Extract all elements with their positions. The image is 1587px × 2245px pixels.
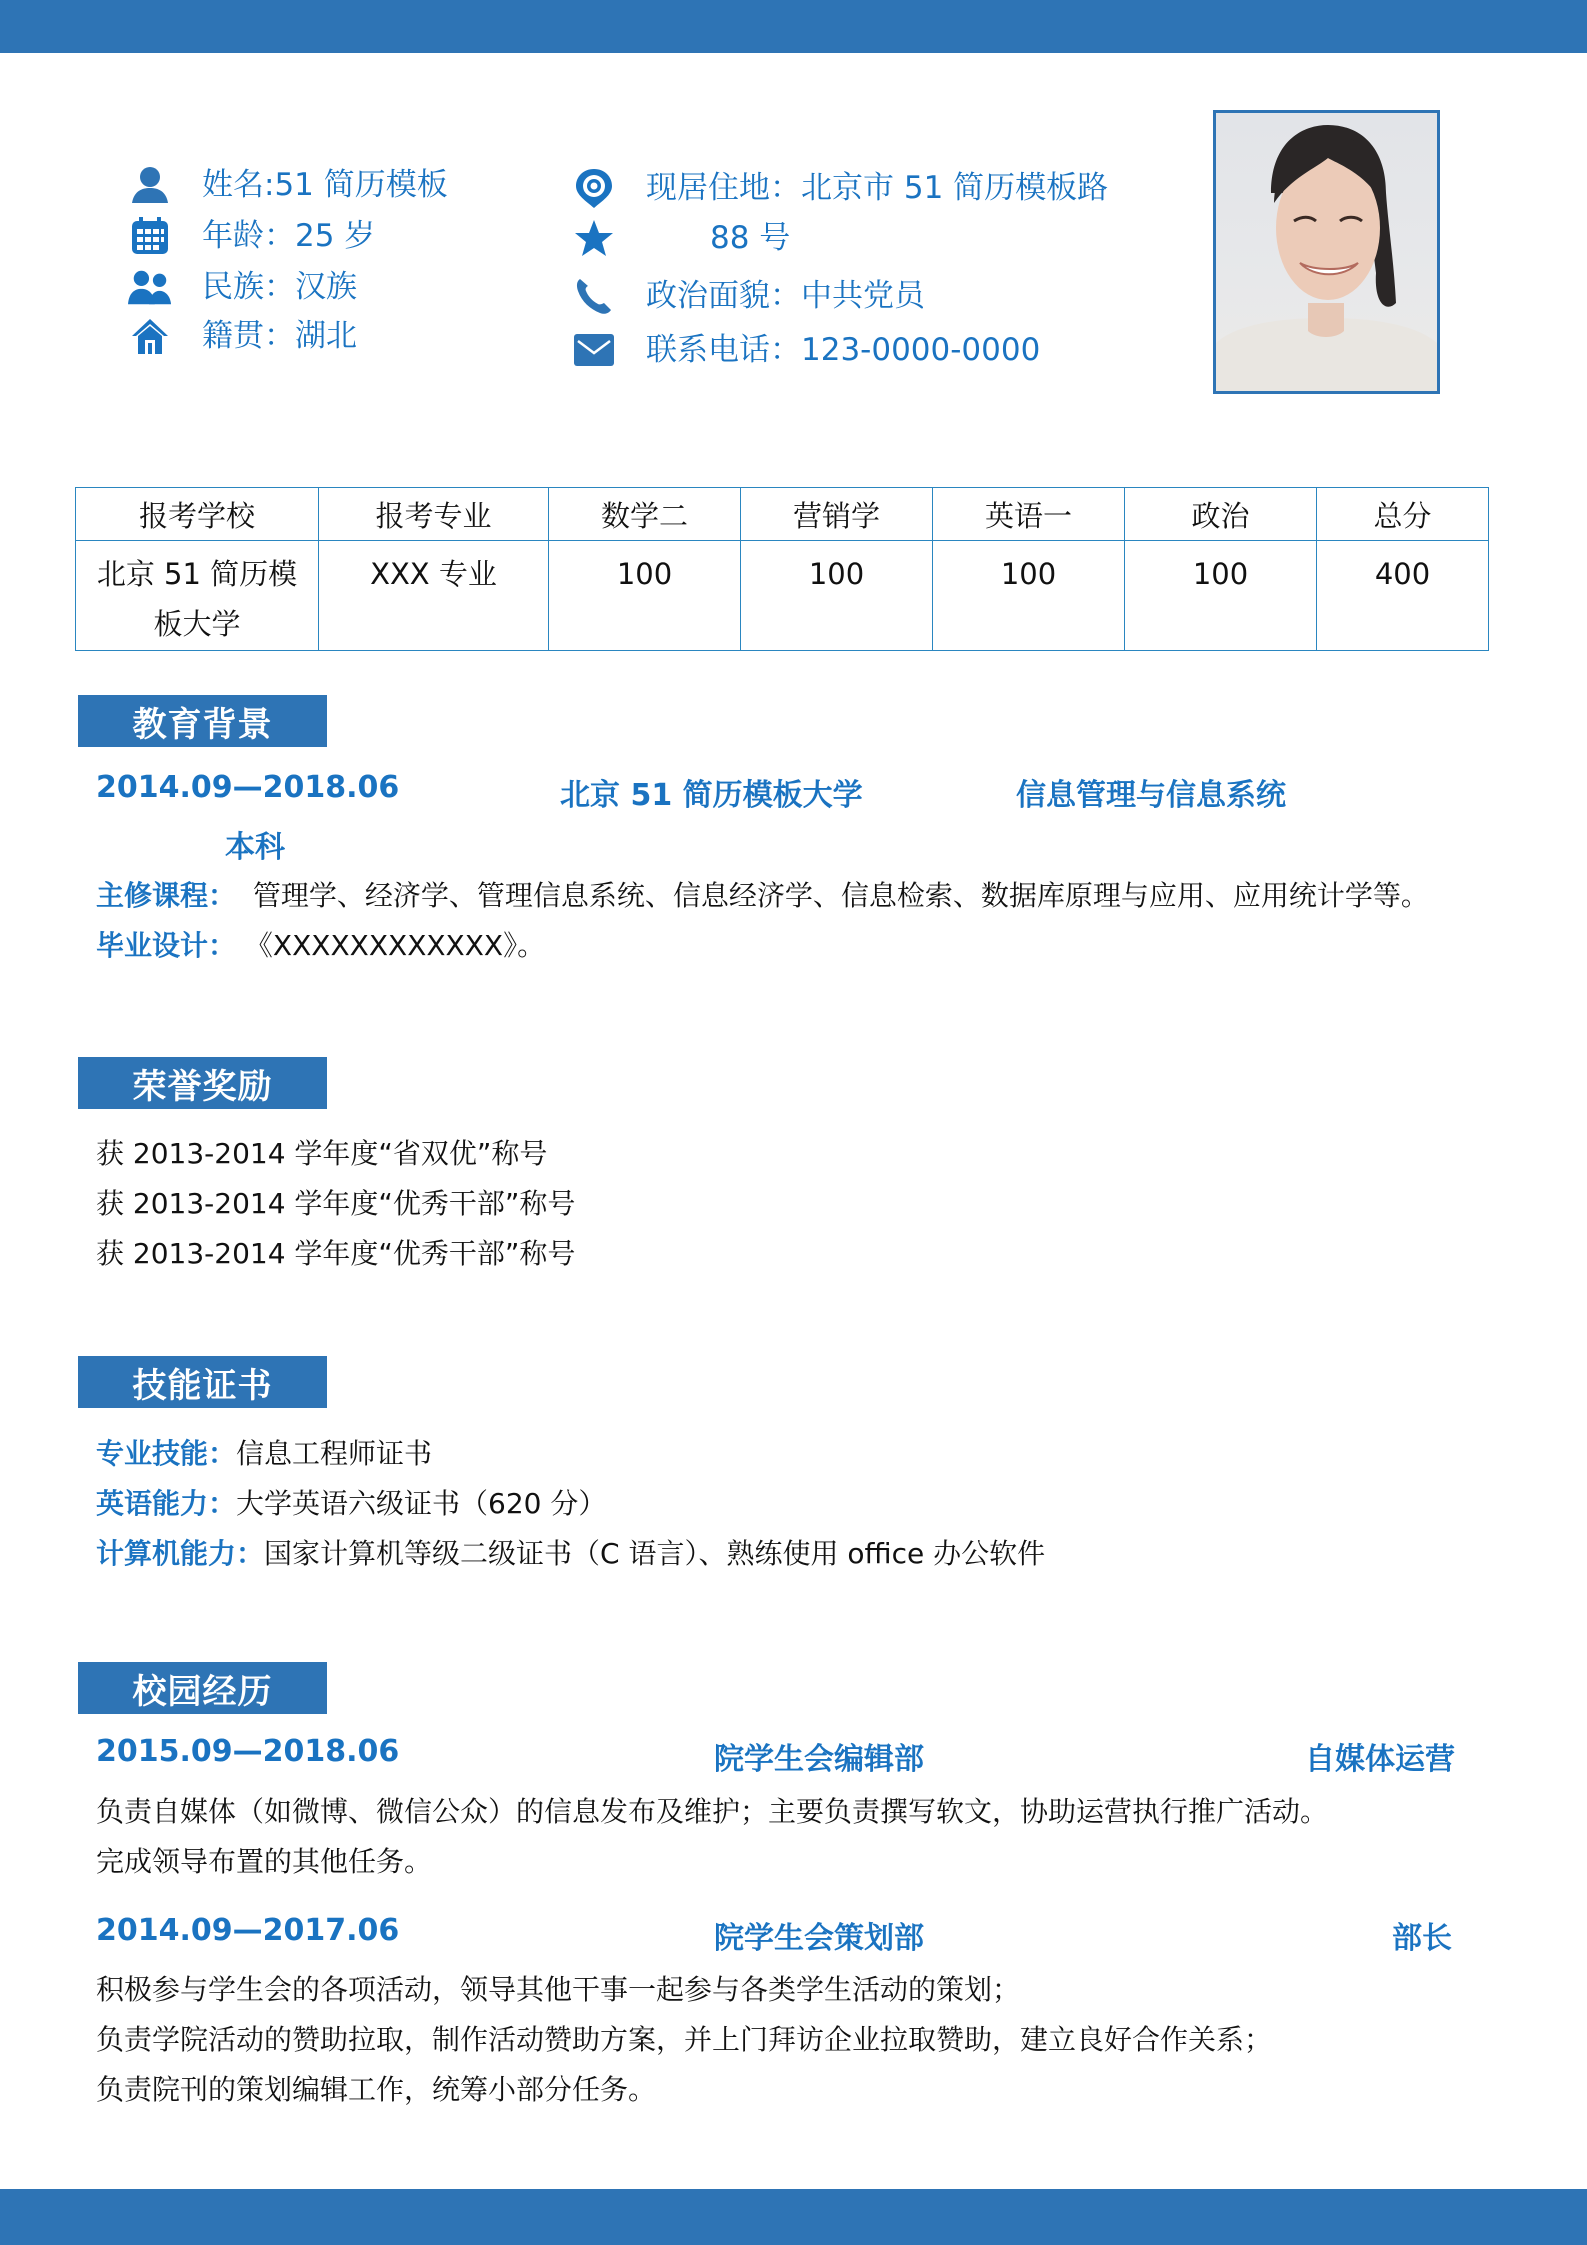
campus-period: 2014.09—2017.06 xyxy=(96,1913,400,1948)
skill-label: 专业技能： xyxy=(96,1437,237,1470)
col-header: 报考学校 xyxy=(76,488,319,541)
section-title-honors: 荣誉奖励 xyxy=(78,1057,327,1109)
cell-major: XXX 专业 xyxy=(319,541,549,651)
profile-photo xyxy=(1213,110,1440,394)
col-header: 总分 xyxy=(1317,488,1489,541)
campus-role: 自媒体运营 xyxy=(1305,1742,1455,1777)
info-ethnicity: 民族：汉族 xyxy=(128,267,357,307)
honor-item: 获 2013-2014 学年度“省双优”称号 xyxy=(96,1137,548,1170)
thesis-label: 毕业设计： xyxy=(96,929,237,962)
col-header: 营销学 xyxy=(741,488,933,541)
skill-value: 大学英语六级证书（620 分） xyxy=(236,1487,607,1520)
campus-desc: 积极参与学生会的各项活动，领导其他干事一起参与各类学生活动的策划； xyxy=(96,1973,1021,2006)
campus-desc: 负责学院活动的赞助拉取，制作活动赞助方案，并上门拜访企业拉取赞助，建立良好合作关系； xyxy=(96,2023,1273,2056)
phone-icon xyxy=(572,276,616,316)
person-icon xyxy=(128,165,172,205)
section-title-education: 教育背景 xyxy=(78,695,327,747)
mail-icon xyxy=(572,330,616,370)
table-row xyxy=(76,541,1489,651)
cell-school: 北京 51 简历模板大学 xyxy=(76,541,319,651)
thesis-value: 《XXXXXXXXXXXX》。 xyxy=(244,929,546,962)
skill-item xyxy=(96,1482,606,1522)
info-age: 年龄：25 岁 xyxy=(128,216,375,256)
section-title-campus: 校园经历 xyxy=(78,1662,327,1714)
info-hometown: 籍贯：湖北 xyxy=(128,316,357,356)
cell-total: 400 xyxy=(1317,541,1489,651)
cell-score: 100 xyxy=(741,541,933,651)
courses-label: 主修课程： xyxy=(96,879,237,912)
skill-value: 信息工程师证书 xyxy=(236,1437,433,1470)
skill-label: 计算机能力： xyxy=(96,1537,265,1570)
col-header: 英语一 xyxy=(933,488,1125,541)
col-header: 报考专业 xyxy=(319,488,549,541)
campus-org: 院学生会策划部 xyxy=(714,1921,924,1956)
top-accent-bar xyxy=(0,0,1587,53)
skill-item xyxy=(96,1532,1045,1572)
location-pin-icon xyxy=(572,168,616,208)
campus-org: 院学生会编辑部 xyxy=(714,1742,924,1777)
campus-period: 2015.09—2018.06 xyxy=(96,1734,400,1769)
calendar-icon xyxy=(128,216,172,256)
score-table xyxy=(75,487,1489,651)
edu-courses xyxy=(96,874,1429,914)
table-header-row xyxy=(76,488,1489,541)
info-phone: 联系电话：123-0000-0000 xyxy=(572,330,1040,370)
section-title-skills: 技能证书 xyxy=(78,1356,327,1408)
edu-school: 北京 51 简历模板大学 xyxy=(560,778,863,813)
star-icon xyxy=(572,218,616,258)
info-address-cont: 88 号 xyxy=(572,218,790,258)
campus-desc: 完成领导布置的其他任务。 xyxy=(96,1845,433,1878)
people-icon xyxy=(128,267,172,307)
campus-desc: 负责自媒体（如微博、微信公众）的信息发布及维护；主要负责撰写软文，协助运营执行推广活动。 xyxy=(96,1795,1329,1828)
campus-role: 部长 xyxy=(1392,1921,1452,1956)
edu-period: 2014.09—2018.06 xyxy=(96,770,400,805)
skill-label: 英语能力： xyxy=(96,1487,237,1520)
info-political: 政治面貌：中共党员 xyxy=(572,276,925,316)
edu-major: 信息管理与信息系统 xyxy=(1016,778,1286,813)
portrait-illustration xyxy=(1216,113,1437,391)
honor-item: 获 2013-2014 学年度“优秀干部”称号 xyxy=(96,1187,576,1220)
col-header: 数学二 xyxy=(549,488,741,541)
honor-item: 获 2013-2014 学年度“优秀干部”称号 xyxy=(96,1237,576,1270)
edu-degree: 本科 xyxy=(225,830,285,865)
edu-thesis xyxy=(96,924,545,964)
campus-desc: 负责院刊的策划编辑工作，统筹小部分任务。 xyxy=(96,2073,657,2106)
home-icon xyxy=(128,316,172,356)
cell-score: 100 xyxy=(933,541,1125,651)
info-address: 现居住地：北京市 51 简历模板路 xyxy=(572,168,1108,208)
cell-score: 100 xyxy=(1125,541,1317,651)
bottom-accent-bar xyxy=(0,2189,1587,2245)
cell-score: 100 xyxy=(549,541,741,651)
courses-value: 管理学、经济学、管理信息系统、信息经济学、信息检索、数据库原理与应用、应用统计学等。 xyxy=(252,879,1429,912)
skill-item xyxy=(96,1432,432,1472)
skill-value: 国家计算机等级二级证书（C 语言）、熟练使用 office 办公软件 xyxy=(264,1537,1046,1570)
info-name: 姓名:51 简历模板 xyxy=(128,165,448,205)
col-header: 政治 xyxy=(1125,488,1317,541)
